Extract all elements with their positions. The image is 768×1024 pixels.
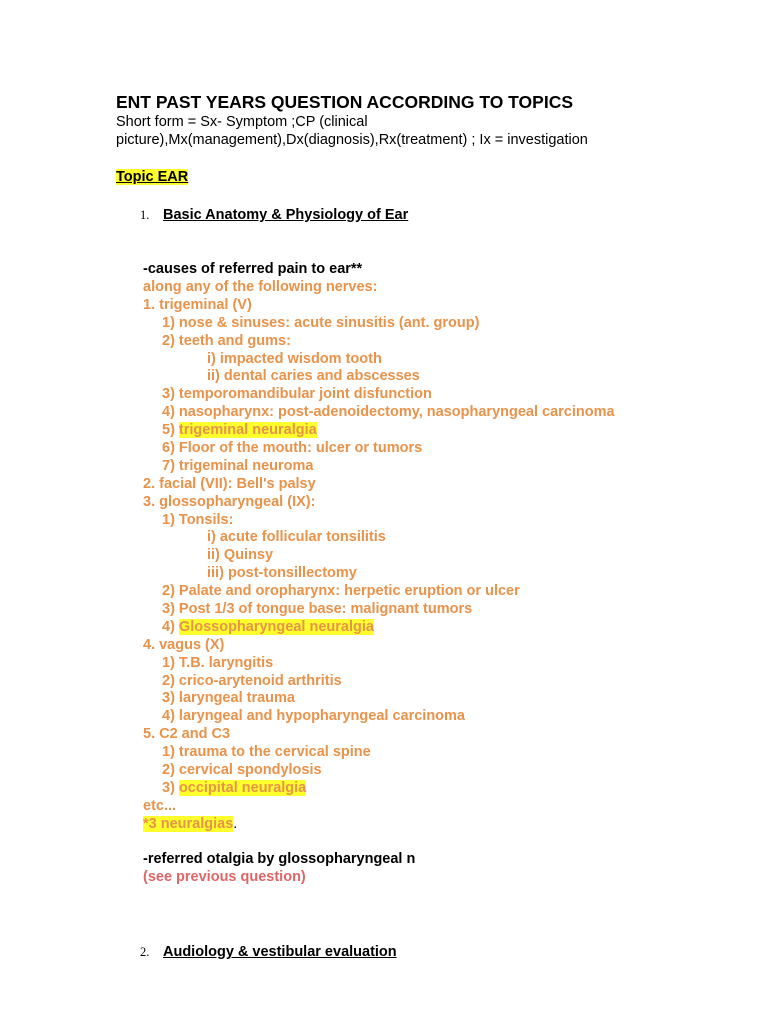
answer-line: 3) occipital neuralgia (162, 779, 307, 796)
answer-line: 1. trigeminal (V) (143, 296, 252, 313)
question-heading-2: -referred otalgia by glossopharyngeal n (143, 851, 416, 867)
answer-line: 2. facial (VII): Bell's palsy (143, 475, 316, 492)
answer-line: 6) Floor of the mouth: ulcer or tumors (162, 440, 423, 457)
answer-line: 4) laryngeal and hypopharyngeal carcinoma (162, 708, 465, 725)
answer-line: 2) crico-arytenoid arthritis (162, 672, 342, 689)
section-number: 2. (140, 945, 150, 959)
topic-heading: Topic EAR (116, 169, 189, 185)
highlighted-term: *3 neuralgias (143, 815, 234, 832)
see-previous-note: (see previous question) (143, 869, 306, 885)
answer-line: 4) Glossopharyngeal neuralgia (162, 618, 374, 635)
answer-line: 3) laryngeal trauma (162, 690, 295, 707)
answer-line: i) acute follicular tonsilitis (207, 529, 386, 546)
answer-line: along any of the following nerves: (143, 279, 378, 295)
answer-list (143, 279, 615, 834)
answer-line: 2) cervical spondylosis (162, 762, 322, 779)
answer-line: 1) nose & sinuses: acute sinusitis (ant. group) (162, 314, 480, 331)
answer-line: 3) Post 1/3 of tongue base: malignant tumors (162, 601, 473, 618)
answer-line: 5. C2 and C3 (143, 726, 231, 743)
answer-line: 3. glossopharyngeal (IX): (143, 493, 316, 510)
question-heading-1: -causes of referred pain to ear** (143, 261, 363, 277)
section-heading-1 (140, 207, 408, 223)
answer-line: etc... (143, 797, 177, 814)
short-form-legend: Short form = Sx- Symptom ;CP (clinical picture),Mx(management),Dx(diagnosis),Rx(treatment) ; Ix = investigation (116, 114, 588, 148)
answer-line: 7) trigeminal neuroma (162, 457, 314, 474)
answer-line: 3) temporomandibular joint disfunction (162, 386, 432, 403)
answer-line: 1) trauma to the cervical spine (162, 744, 371, 761)
answer-line: 4. vagus (X) (143, 636, 225, 653)
section-heading-2 (140, 944, 397, 960)
answer-line: *3 neuralgias. (143, 815, 238, 832)
section-label: Audiology & vestibular evaluation (163, 944, 397, 960)
answer-line: 4) nasopharynx: post-adenoidectomy, nasopharyngeal carcinoma (162, 404, 615, 421)
answer-line: i) impacted wisdom tooth (207, 350, 382, 367)
answer-line: 2) Palate and oropharynx: herpetic eruption or ulcer (162, 583, 520, 600)
document-title: ENT PAST YEARS QUESTION ACCORDING TO TOPICS (116, 92, 573, 112)
answer-line: 2) teeth and gums: (162, 332, 291, 349)
highlighted-term: Glossopharyngeal neuralgia (178, 618, 374, 635)
answer-line: ii) dental caries and abscesses (207, 368, 420, 385)
answer-line: iii) post-tonsillectomy (207, 565, 357, 582)
answer-line: 1) T.B. laryngitis (162, 654, 274, 671)
highlighted-term: occipital neuralgia (178, 779, 307, 796)
answer-line: 1) Tonsils: (162, 511, 234, 528)
highlighted-term: trigeminal neuralgia (178, 422, 317, 439)
answer-line: 5) trigeminal neuralgia (162, 422, 317, 439)
section-label: Basic Anatomy & Physiology of Ear (163, 207, 409, 223)
section-number: 1. (140, 208, 150, 222)
answer-line: ii) Quinsy (207, 547, 274, 564)
